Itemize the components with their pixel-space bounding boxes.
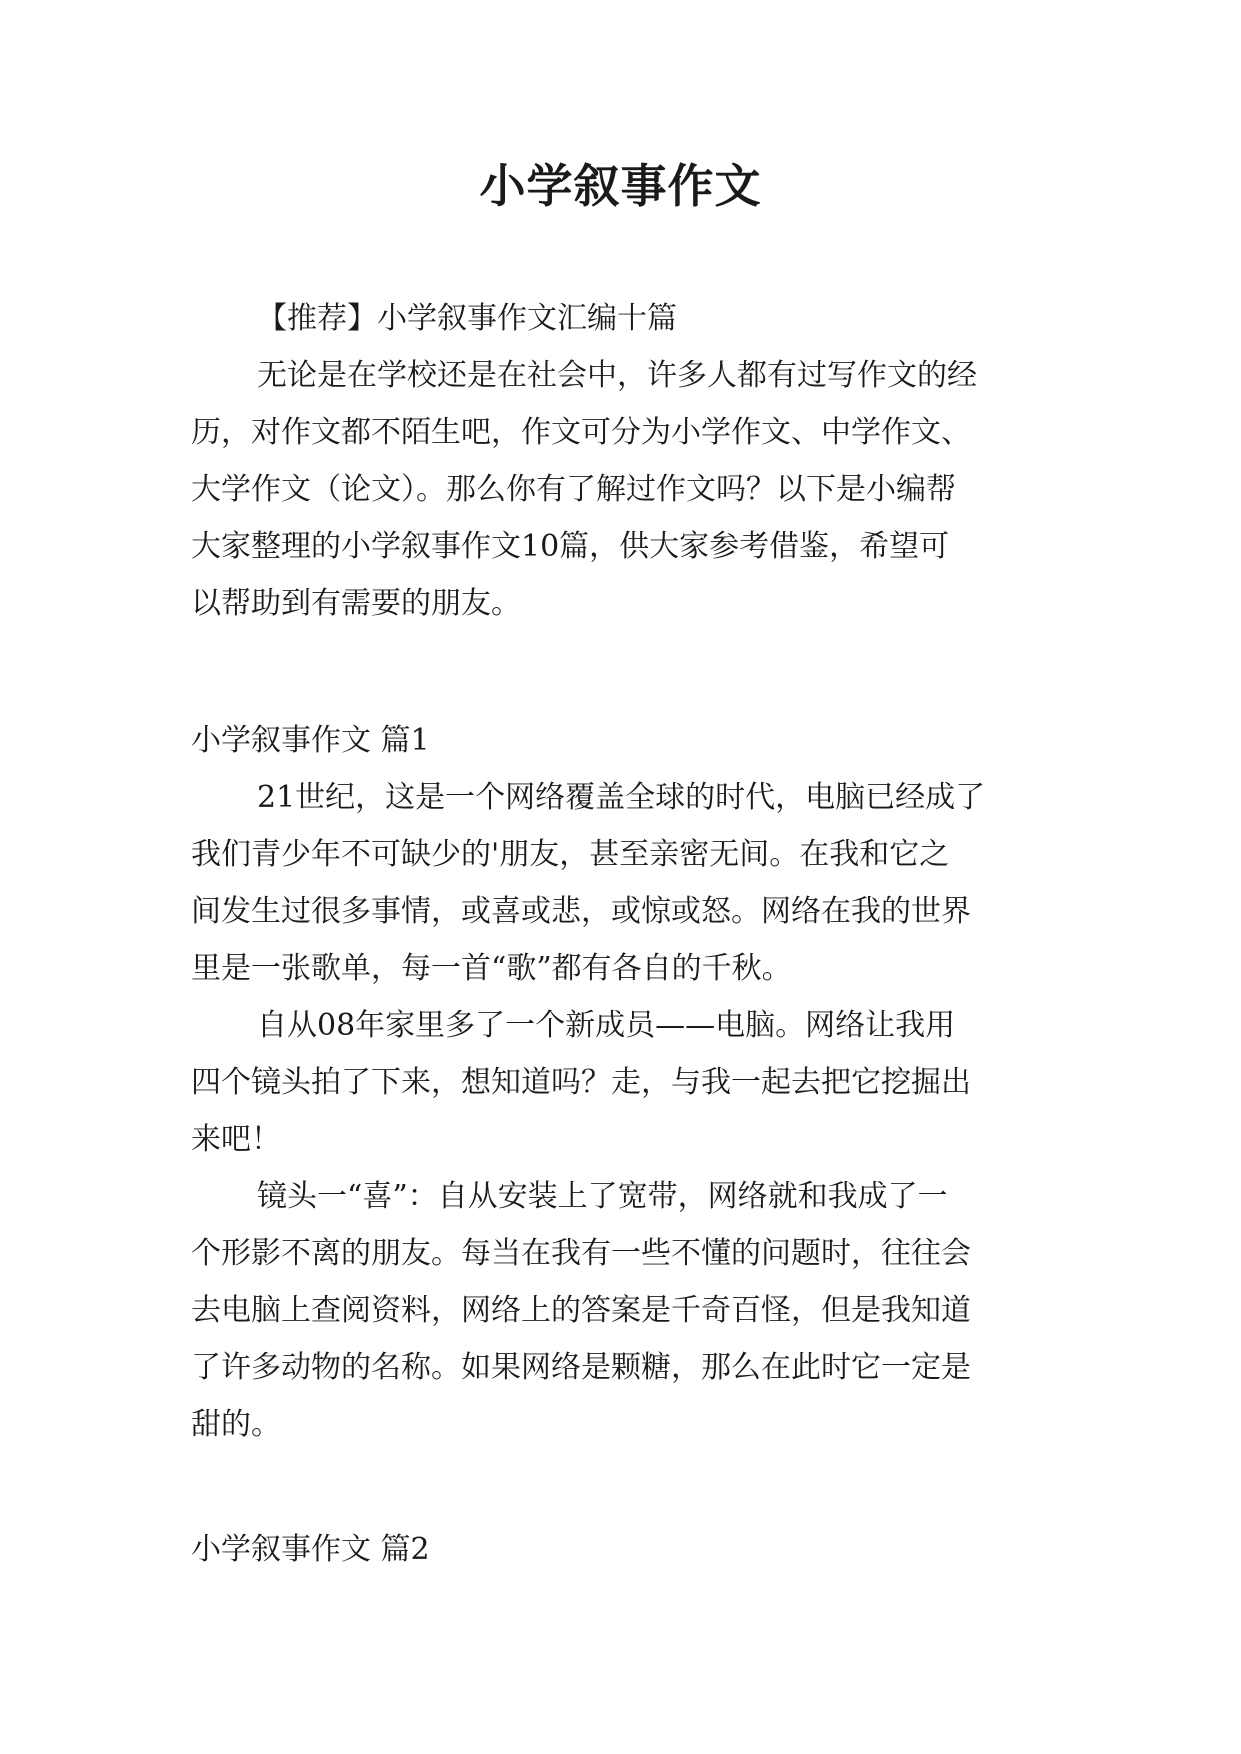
paragraph-line: 自从08年家里多了一个新成员——电脑。网络让我用 bbox=[257, 1008, 956, 1043]
paragraph-line: 大家整理的小学叙事作文10篇，供大家参考借鉴，希望可 bbox=[191, 529, 950, 564]
paragraph-line: 大学作文（论文）。那么你有了解过作文吗？以下是小编帮 bbox=[191, 472, 956, 507]
section1-paragraph-3 bbox=[191, 1168, 1061, 1453]
paragraph-line: 历，对作文都不陌生吧，作文可分为小学作文、中学作文、 bbox=[191, 415, 971, 450]
paragraph-line: 来吧！ bbox=[191, 1122, 281, 1157]
document-title: 小学叙事作文 bbox=[479, 159, 762, 213]
section1-paragraph-2 bbox=[191, 997, 1061, 1168]
section-heading-2: 小学叙事作文 篇2 bbox=[191, 1532, 430, 1567]
paragraph-line: 镜头一“喜”：自从安装上了宽带，网络就和我成了一 bbox=[257, 1179, 948, 1214]
paragraph-line: 间发生过很多事情，或喜或悲，或惊或怒。网络在我的世界 bbox=[191, 894, 971, 929]
paragraph-line: 我们青少年不可缺少的'朋友，甚至亲密无间。在我和它之 bbox=[191, 837, 950, 872]
paragraph-line: 个形影不离的朋友。每当在我有一些不懂的问题时，往往会 bbox=[191, 1236, 971, 1271]
paragraph-line: 21世纪，这是一个网络覆盖全球的时代，电脑已经成了 bbox=[257, 780, 986, 815]
paragraph-line: 去电脑上查阅资料，网络上的答案是千奇百怪，但是我知道 bbox=[191, 1293, 971, 1328]
paragraph-line: 里是一张歌单，每一首“歌”都有各自的千秋。 bbox=[191, 951, 792, 986]
paragraph-line: 甜的。 bbox=[191, 1407, 281, 1442]
section-heading-1: 小学叙事作文 篇1 bbox=[191, 723, 430, 758]
paragraph-line: 无论是在学校还是在社会中，许多人都有过写作文的经 bbox=[257, 358, 977, 393]
paragraph-line: 四个镜头拍了下来，想知道吗？走，与我一起去把它挖掘出 bbox=[191, 1065, 971, 1100]
recommend-line: 【推荐】小学叙事作文汇编十篇 bbox=[257, 301, 677, 336]
paragraph-line: 了许多动物的名称。如果网络是颗糖，那么在此时它一定是 bbox=[191, 1350, 971, 1385]
paragraph-line: 以帮助到有需要的朋友。 bbox=[191, 586, 521, 621]
section1-paragraph-1 bbox=[191, 769, 1061, 997]
document-body bbox=[191, 290, 1061, 1578]
intro-paragraph bbox=[191, 347, 1061, 632]
